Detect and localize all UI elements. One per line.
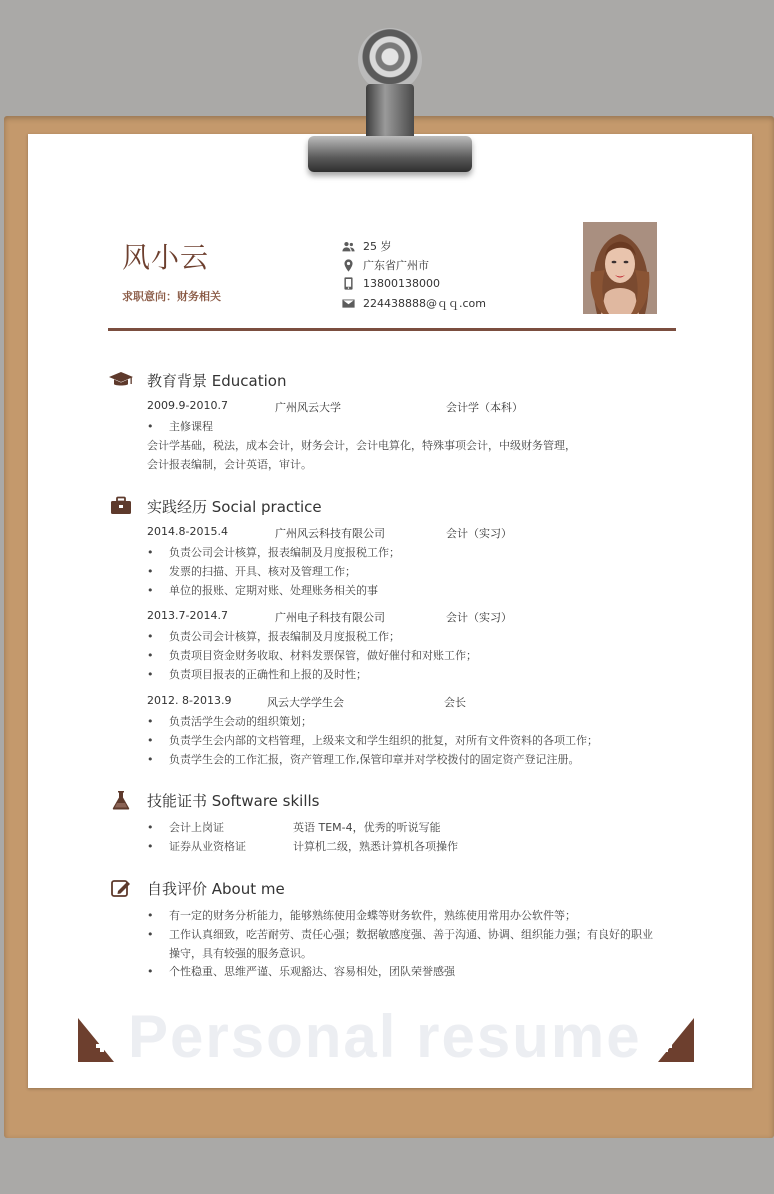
job-1-duty-3-text: 单位的报账、定期对账、处理账务相关的事 xyxy=(169,584,378,597)
job-3-duty-2-text: 负责学生会内部的文档管理，上级来文和学生组织的批复，对所有文件资料的各项工作； xyxy=(169,734,598,747)
section-practice-title: 实践经历 Social practice xyxy=(147,497,322,516)
about-item-2: • 工作认真细致，吃苦耐劳、责任心强；数据敏感度强、善于沟通、协调、组织能力强；有良好的职业 xyxy=(147,928,653,941)
job-1-role: 会计（实习） xyxy=(446,527,512,540)
job-3-duty-1-text: 负责活学生会动的组织策划； xyxy=(169,715,312,728)
binder-clip xyxy=(296,24,482,180)
contact-age xyxy=(341,238,392,254)
briefcase-icon xyxy=(108,495,134,517)
job-3-period: 2012. 8-2013.9 xyxy=(147,694,232,707)
skill-2: • 证券从业资格证 计算机二级，熟悉计算机各项操作 xyxy=(147,840,458,853)
phone-icon xyxy=(341,276,355,290)
edu-major: 会计学（本科） xyxy=(446,401,523,414)
age-text: 25 岁 xyxy=(363,240,392,253)
about-item-1: • 有一定的财务分析能力，能够熟练使用金蝶等财务软件，熟练使用常用办公软件等； xyxy=(147,909,576,922)
contact-phone xyxy=(341,276,440,290)
job-2-duty-2: • 负责项目资金财务收取、材料发票保管，做好催付和对账工作； xyxy=(147,649,477,662)
flask-icon xyxy=(108,789,134,811)
graduation-cap-icon xyxy=(108,369,134,391)
job-2-duty-3-text: 负责项目报表的正确性和上报的及时性； xyxy=(169,668,367,681)
user-icon xyxy=(341,239,355,253)
header-divider xyxy=(108,328,676,331)
job-2-duty-1: • 负责公司会计核算，报表编制及月度报税工作； xyxy=(147,630,400,643)
about-item-2-cont: 操守，具有较强的服务意识。 xyxy=(169,947,312,960)
job-2-role: 会计（实习） xyxy=(446,611,512,624)
resume-watermark: Personal resume xyxy=(128,1003,642,1070)
section-about-heading xyxy=(108,877,285,899)
job-intent: 求职意向：财务相关 xyxy=(122,290,221,303)
skill-1: • 会计上岗证 英语 TEM-4，优秀的听说写能 xyxy=(147,821,441,834)
section-skills-heading xyxy=(108,789,319,811)
about-item-3-text: 个性稳重、思维严谨、乐观豁达、容易相处，团队荣誉感强 xyxy=(169,965,455,978)
skill-1-desc: 英语 TEM-4，优秀的听说写能 xyxy=(293,821,441,834)
edu-courses-line1: 会计学基础，税法，成本会计，财务会计，会计电算化，特殊事项会计，中级财务管理， xyxy=(147,439,576,452)
job-1-duty-2: • 发票的扫描、开具、核对及管理工作； xyxy=(147,565,356,578)
edu-school: 广州风云大学 xyxy=(275,401,341,414)
mail-icon xyxy=(341,296,355,310)
job-2-duty-1-text: 负责公司会计核算，报表编制及月度报税工作； xyxy=(169,630,400,643)
edit-icon xyxy=(108,877,134,899)
job-2-org: 广州电子科技有限公司 xyxy=(275,611,385,624)
candidate-name: 风小云 xyxy=(122,241,210,274)
email-text[interactable]: 224438888@ｑｑ.com xyxy=(363,297,486,310)
corner-ornament-right xyxy=(658,1018,694,1062)
skill-2-desc: 计算机二级，熟悉计算机各项操作 xyxy=(293,840,458,853)
edu-period: 2009.9-2010.7 xyxy=(147,399,228,412)
job-3-org: 风云大学学生会 xyxy=(267,696,344,709)
job-1-org: 广州风云科技有限公司 xyxy=(275,527,385,540)
section-skills-title: 技能证书 Software skills xyxy=(147,791,320,810)
location-icon xyxy=(341,258,355,272)
profile-photo xyxy=(583,222,657,314)
job-3-duty-1: • 负责活学生会动的组织策划； xyxy=(147,715,312,728)
skill-1-cert: 会计上岗证 xyxy=(169,821,224,834)
phone-text[interactable]: 13800138000 xyxy=(363,276,440,290)
edu-courses-line2: 会计报表编制，会计英语，审计。 xyxy=(147,458,312,471)
job-1-duty-1-text: 负责公司会计核算，报表编制及月度报税工作； xyxy=(169,546,400,559)
edu-course-label: • 主修课程 xyxy=(147,420,213,433)
section-about-title: 自我评价 About me xyxy=(147,879,285,898)
section-practice-heading xyxy=(108,495,322,517)
about-item-3: • 个性稳重、思维严谨、乐观豁达、容易相处，团队荣誉感强 xyxy=(147,965,455,978)
contact-email xyxy=(341,295,486,311)
about-item-1-text: 有一定的财务分析能力，能够熟练使用金蝶等财务软件，熟练使用常用办公软件等； xyxy=(169,909,576,922)
job-3-duty-3: • 负责学生会的工作汇报，资产管理工作,保管印章并对学校拨付的固定资产登记注册。 xyxy=(147,753,580,766)
edu-course-label-text: 主修课程 xyxy=(169,420,213,433)
location-text: 广东省广州市 xyxy=(363,259,429,272)
section-education-heading xyxy=(108,369,286,391)
job-3-duty-3-text: 负责学生会的工作汇报，资产管理工作,保管印章并对学校拨付的固定资产登记注册。 xyxy=(169,753,580,766)
job-1-duty-3: • 单位的报账、定期对账、处理账务相关的事 xyxy=(147,584,378,597)
corner-ornament-left xyxy=(78,1018,114,1062)
job-1-duty-1: • 负责公司会计核算，报表编制及月度报税工作； xyxy=(147,546,400,559)
section-education-title: 教育背景 Education xyxy=(147,371,287,390)
job-2-period: 2013.7-2014.7 xyxy=(147,609,228,622)
contact-location xyxy=(341,257,429,273)
job-1-period: 2014.8-2015.4 xyxy=(147,525,228,538)
job-2-duty-3: • 负责项目报表的正确性和上报的及时性； xyxy=(147,668,367,681)
job-1-duty-2-text: 发票的扫描、开具、核对及管理工作； xyxy=(169,565,356,578)
job-2-duty-2-text: 负责项目资金财务收取、材料发票保管，做好催付和对账工作； xyxy=(169,649,477,662)
job-3-duty-2: • 负责学生会内部的文档管理，上级来文和学生组织的批复，对所有文件资料的各项工作； xyxy=(147,734,598,747)
about-item-2-text: 工作认真细致，吃苦耐劳、责任心强；数据敏感度强、善于沟通、协调、组织能力强；有良好的职业 xyxy=(169,928,653,941)
job-3-role: 会长 xyxy=(444,696,466,709)
skill-2-cert: 证券从业资格证 xyxy=(169,840,246,853)
